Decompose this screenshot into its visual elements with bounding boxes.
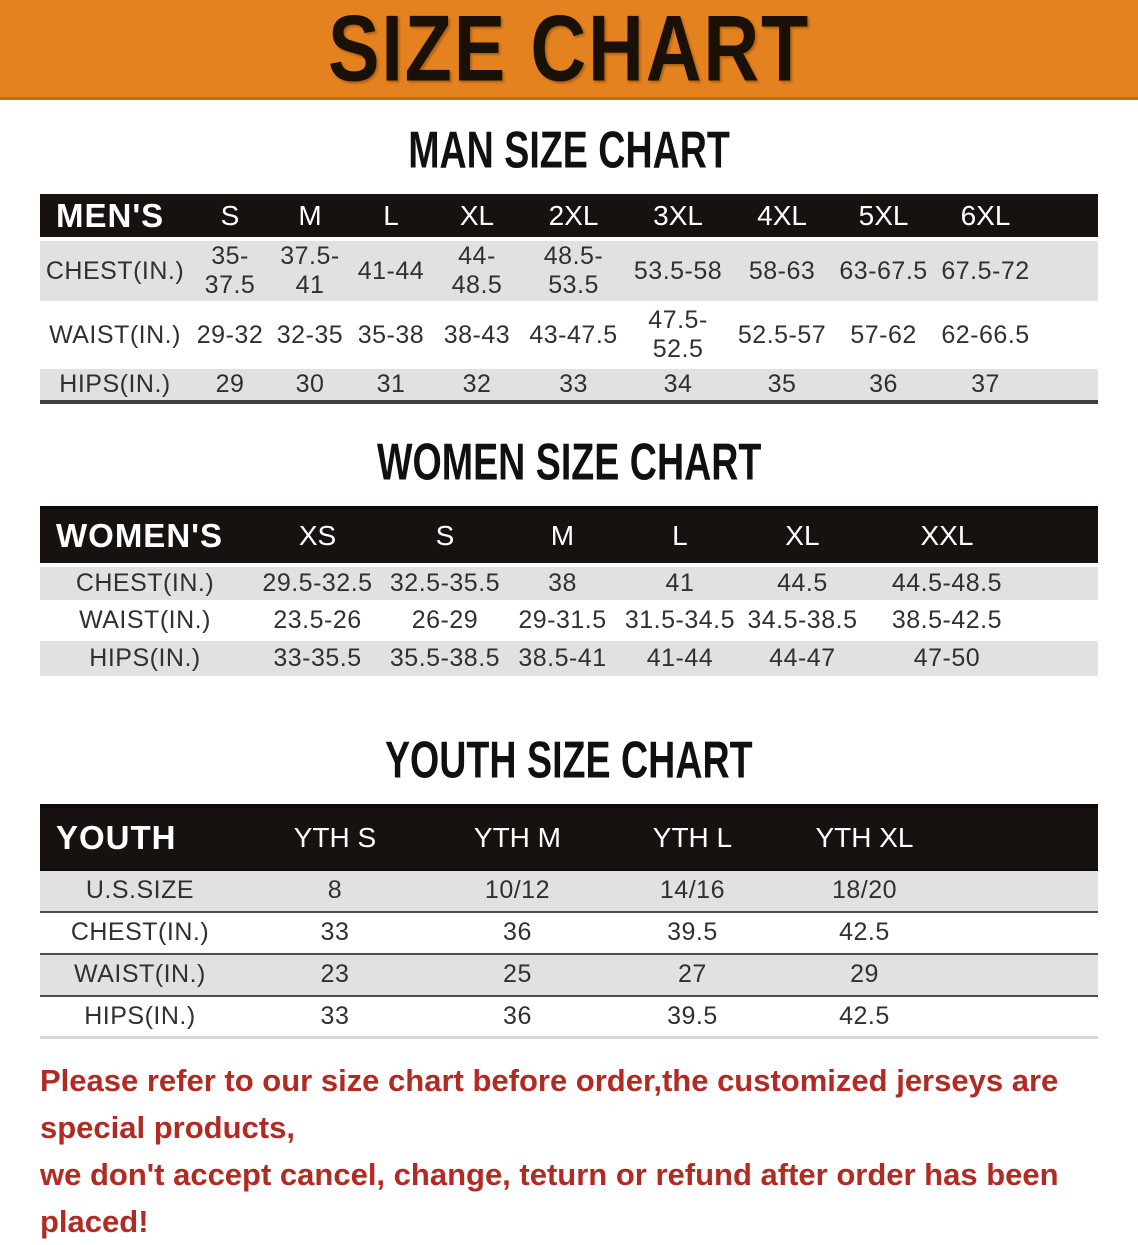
size-value-cell: 10/12 [430, 870, 605, 912]
youth-table-label: YOUTH [40, 806, 240, 870]
size-col-header: 2XL [522, 194, 625, 239]
size-value-cell: 36 [430, 912, 605, 954]
size-value-cell: 42.5 [780, 912, 1098, 954]
size-value-cell: 47.5-52.5 [625, 303, 731, 367]
size-col-header: M [270, 194, 350, 239]
size-col-header: M [505, 508, 620, 565]
women-heading-text: WOMEN SIZE CHART [376, 432, 762, 491]
size-value-cell: 29-31.5 [505, 602, 620, 639]
size-col-header: S [385, 508, 505, 565]
size-col-header: XL [432, 194, 522, 239]
size-value-cell: 35-38 [350, 303, 432, 367]
order-policy-line-2: we don't accept cancel, change, teturn or refund after order has been placed! [40, 1157, 1059, 1239]
size-value-cell: 39.5 [605, 996, 780, 1038]
size-value-cell: 29.5-32.5 [250, 565, 385, 602]
size-value-cell: 33-35.5 [250, 639, 385, 676]
size-value-cell: 30 [270, 367, 350, 402]
size-value-cell: 32 [432, 367, 522, 402]
youth-heading-text: YOUTH SIZE CHART [385, 729, 753, 789]
size-value-cell: 44.5 [740, 565, 865, 602]
men-hips-row [40, 367, 1098, 402]
size-value-cell: 41-44 [620, 639, 740, 676]
size-value-cell: 33 [240, 996, 430, 1038]
size-value-cell: 35.5-38.5 [385, 639, 505, 676]
size-value-cell: 14/16 [605, 870, 780, 912]
size-value-cell: 36 [430, 996, 605, 1038]
size-value-cell: 35-37.5 [190, 239, 270, 303]
size-value-cell: 31 [350, 367, 432, 402]
size-value-cell: 23.5-26 [250, 602, 385, 639]
youth-size-table [40, 804, 1098, 1040]
size-col-header: XS [250, 508, 385, 565]
women-header-row [40, 508, 1098, 565]
men-waist-row [40, 303, 1098, 367]
size-value-cell: 44.5-48.5 [865, 565, 1098, 602]
size-value-cell: 32-35 [270, 303, 350, 367]
size-value-cell: 18/20 [780, 870, 1098, 912]
size-value-cell: 63-67.5 [833, 239, 934, 303]
order-policy-note [40, 1057, 1100, 1245]
order-policy-line-1: Please refer to our size chart before order,the customized jerseys are special products, [40, 1063, 1059, 1145]
row-label-cell: HIPS(IN.) [40, 367, 190, 402]
men-header-row [40, 194, 1098, 239]
size-value-cell: 39.5 [605, 912, 780, 954]
row-label-cell: WAIST(IN.) [40, 303, 190, 367]
size-col-header: XL [740, 508, 865, 565]
size-col-header: XXL [865, 508, 1098, 565]
size-value-cell: 29 [780, 954, 1098, 996]
size-value-cell: 47-50 [865, 639, 1098, 676]
size-value-cell: 35 [731, 367, 833, 402]
size-value-cell: 52.5-57 [731, 303, 833, 367]
women-chest-row [40, 565, 1098, 602]
size-value-cell: 29-32 [190, 303, 270, 367]
men-size-table [40, 194, 1098, 404]
size-value-cell: 37.5-41 [270, 239, 350, 303]
row-label-cell: HIPS(IN.) [40, 639, 250, 676]
size-col-header: YTH L [605, 806, 780, 870]
size-value-cell: 8 [240, 870, 430, 912]
size-col-header: L [350, 194, 432, 239]
size-value-cell: 38.5-41 [505, 639, 620, 676]
men-table-label: MEN'S [40, 194, 190, 239]
size-value-cell: 42.5 [780, 996, 1098, 1038]
size-col-header: YTH XL [780, 806, 1098, 870]
size-value-cell: 33 [522, 367, 625, 402]
size-value-cell: 27 [605, 954, 780, 996]
size-chart-banner [0, 0, 1138, 100]
women-size-table [40, 506, 1098, 676]
size-value-cell: 23 [240, 954, 430, 996]
size-col-header: 6XL [934, 194, 1098, 239]
row-label-cell: WAIST(IN.) [40, 954, 240, 996]
men-chest-row [40, 239, 1098, 303]
youth-ussize-row [40, 870, 1098, 912]
youth-hips-row [40, 996, 1098, 1038]
row-label-cell: HIPS(IN.) [40, 996, 240, 1038]
size-value-cell: 37 [934, 367, 1098, 402]
size-value-cell: 44-48.5 [432, 239, 522, 303]
size-value-cell: 62-66.5 [934, 303, 1098, 367]
youth-header-row [40, 806, 1098, 870]
size-col-header: 5XL [833, 194, 934, 239]
size-value-cell: 67.5-72 [934, 239, 1098, 303]
size-value-cell: 26-29 [385, 602, 505, 639]
banner-title: SIZE CHART [327, 0, 811, 101]
men-heading-text: MAN SIZE CHART [408, 120, 730, 179]
row-label-cell: CHEST(IN.) [40, 239, 190, 303]
size-value-cell: 53.5-58 [625, 239, 731, 303]
size-value-cell: 41 [620, 565, 740, 602]
size-value-cell: 43-47.5 [522, 303, 625, 367]
men-section-heading [0, 122, 1138, 180]
size-value-cell: 31.5-34.5 [620, 602, 740, 639]
youth-chest-row [40, 912, 1098, 954]
size-value-cell: 32.5-35.5 [385, 565, 505, 602]
size-value-cell: 29 [190, 367, 270, 402]
size-col-header: 3XL [625, 194, 731, 239]
size-value-cell: 34.5-38.5 [740, 602, 865, 639]
row-label-cell: U.S.SIZE [40, 870, 240, 912]
youth-section-heading [0, 729, 1138, 790]
women-waist-row [40, 602, 1098, 639]
size-col-header: S [190, 194, 270, 239]
row-label-cell: CHEST(IN.) [40, 912, 240, 954]
row-label-cell: CHEST(IN.) [40, 565, 250, 602]
size-value-cell: 44-47 [740, 639, 865, 676]
size-value-cell: 57-62 [833, 303, 934, 367]
size-col-header: L [620, 508, 740, 565]
size-value-cell: 33 [240, 912, 430, 954]
size-value-cell: 25 [430, 954, 605, 996]
size-value-cell: 36 [833, 367, 934, 402]
size-col-header: YTH M [430, 806, 605, 870]
size-value-cell: 58-63 [731, 239, 833, 303]
women-hips-row [40, 639, 1098, 676]
size-value-cell: 38 [505, 565, 620, 602]
size-value-cell: 38.5-42.5 [865, 602, 1098, 639]
youth-waist-row [40, 954, 1098, 996]
size-col-header: YTH S [240, 806, 430, 870]
row-label-cell: WAIST(IN.) [40, 602, 250, 639]
size-value-cell: 41-44 [350, 239, 432, 303]
women-table-label: WOMEN'S [40, 508, 250, 565]
size-value-cell: 38-43 [432, 303, 522, 367]
women-section-heading [0, 434, 1138, 492]
size-col-header: 4XL [731, 194, 833, 239]
size-value-cell: 34 [625, 367, 731, 402]
size-value-cell: 48.5-53.5 [522, 239, 625, 303]
